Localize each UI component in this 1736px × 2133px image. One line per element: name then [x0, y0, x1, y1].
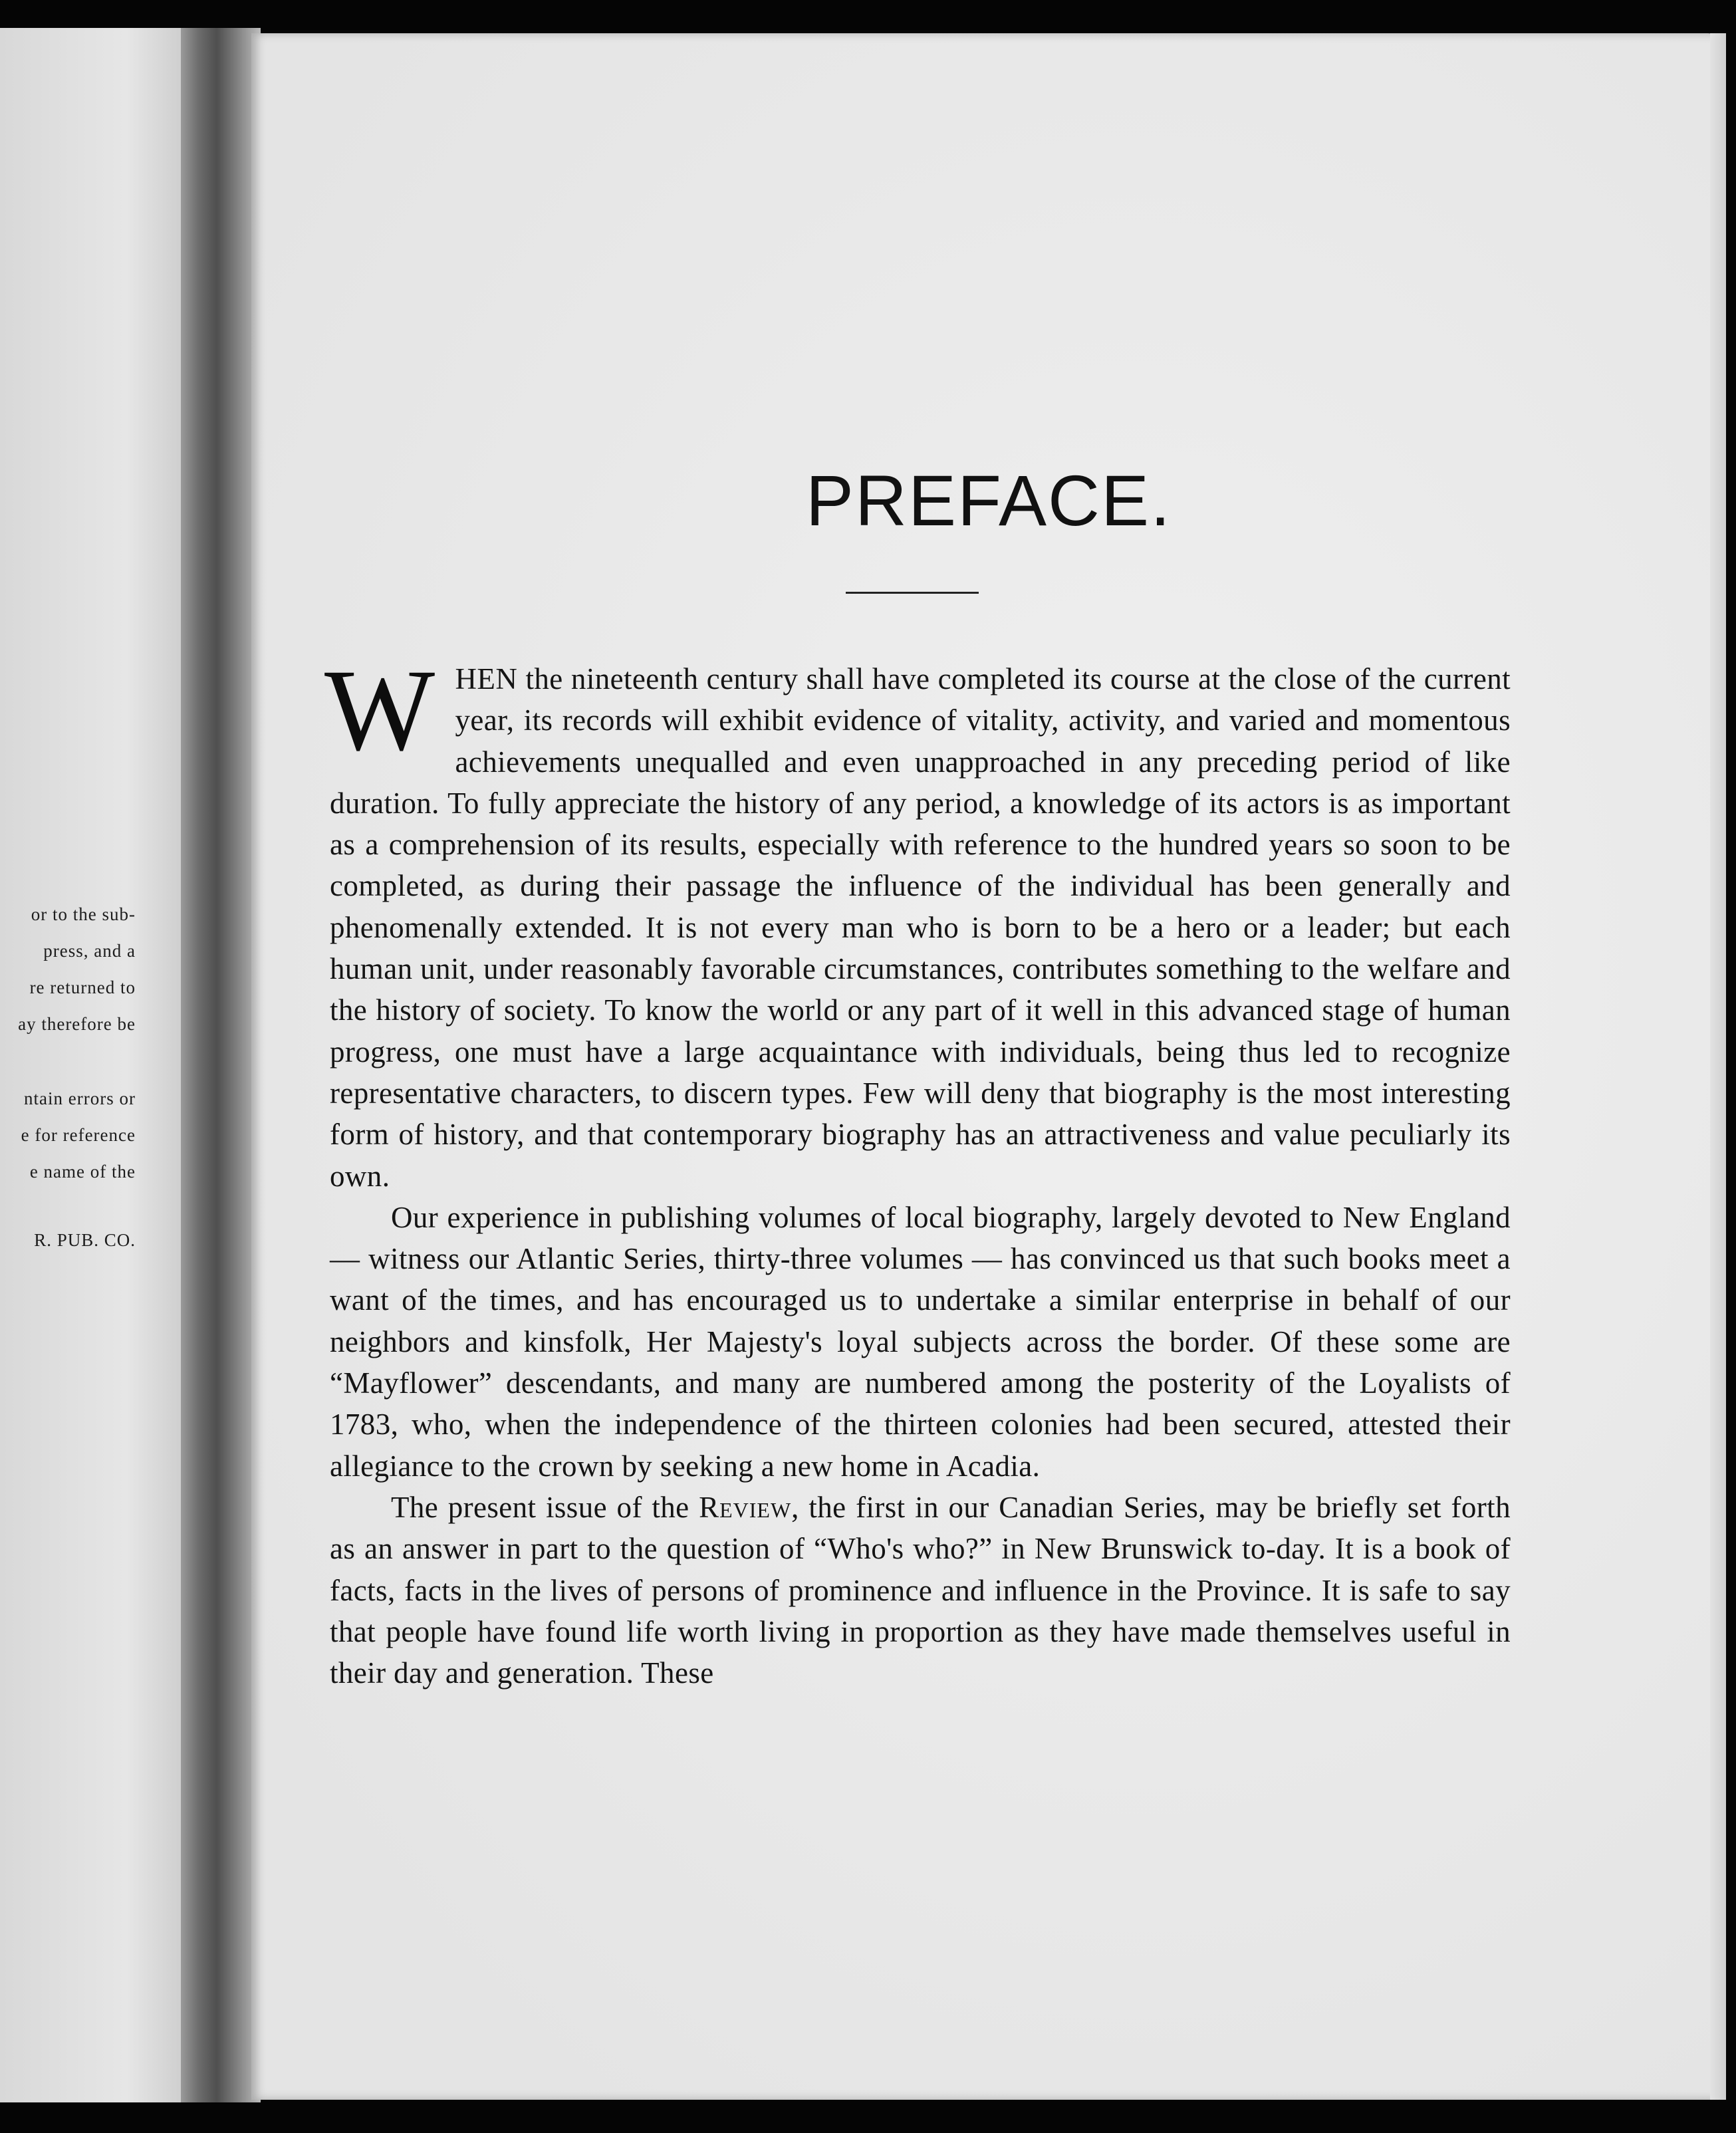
left-page-text-fragment: or to the sub- [31, 904, 136, 924]
left-page [0, 28, 181, 2102]
paragraph-3-rest: , the first in our Canadian Series, may be briefly set forth as an answer in part to the question of “Who's who?” in New Brunswick to-day. It is a book of facts, facts in the lives of persons of prominence and influence in the Province. It is safe to say that people have found life worth living in proportion as they have made themselves useful in their day and generation. These [330, 1490, 1511, 1690]
drop-cap: W [324, 646, 435, 775]
title-rule [846, 592, 979, 594]
paragraph-1 [324, 646, 1511, 1197]
paragraph-3-start: The present issue of the [391, 1490, 699, 1524]
left-page-text-fragment: ay therefore be [18, 1014, 136, 1034]
left-page-text-fragment: press, and a [43, 941, 136, 961]
left-page-text-fragment: e name of the [29, 1162, 136, 1182]
left-page-text-fragment: e for reference [21, 1125, 136, 1145]
left-page-text-fragment: ntain errors or [24, 1088, 136, 1108]
paragraph-3 [330, 1487, 1511, 1694]
review-name: Review [699, 1490, 792, 1524]
page-edge [1710, 33, 1726, 2100]
preface-body [324, 646, 1511, 1694]
left-page-text-fragment: re returned to [29, 977, 136, 997]
paragraph-1-text: HEN the nineteenth century shall have completed its course at the close of the current year, its records will exhibit evidence of vitality, activity, and varied and momentous achievements unequalled and even unapproached in any preceding period of like duration. To fully appreciate the history of any period, a knowledge of its actors is as important as a comprehension of its results, especially with reference to the hundred years so soon to be completed, as during their passage the influence of the individual has been generally and phenomenally extended. It is not every man who is born to be a hero or a leader; but each human unit, under reasonably favorable circumstances, contributes something to the welfare and the history of society. To know the world or any part of it well in this advanced stage of human progress, one must have a large acquaintance with individuals, being thus led to recognize representative characters, to discern types. Few will deny that biography is the most interesting form of history, and that contemporary biography has an attractiveness and value peculiarly its own. [330, 662, 1511, 1193]
paragraph-2: Our experience in publishing volumes of local biography, largely devoted to New England — witness our Atlantic Series, thirty-three volumes — has convinced us that such books meet a want of the times, and has encouraged us to undertake a similar enterprise in behalf of our neighbors and kinsfolk, Her Majesty's loyal subjects across the border. Of these some are “Mayflower” descendants, and many are numbered among the posterity of the Loyalists of 1783, who, when the independence of the thirteen colonies had been secured, attested their allegiance to the crown by seeking a new home in Acadia. [330, 1200, 1511, 1483]
page-title: PREFACE. [805, 460, 1172, 541]
book-gutter [181, 28, 261, 2102]
left-page-signature: R. PUB. CO. [34, 1230, 136, 1250]
right-page [251, 33, 1726, 2100]
